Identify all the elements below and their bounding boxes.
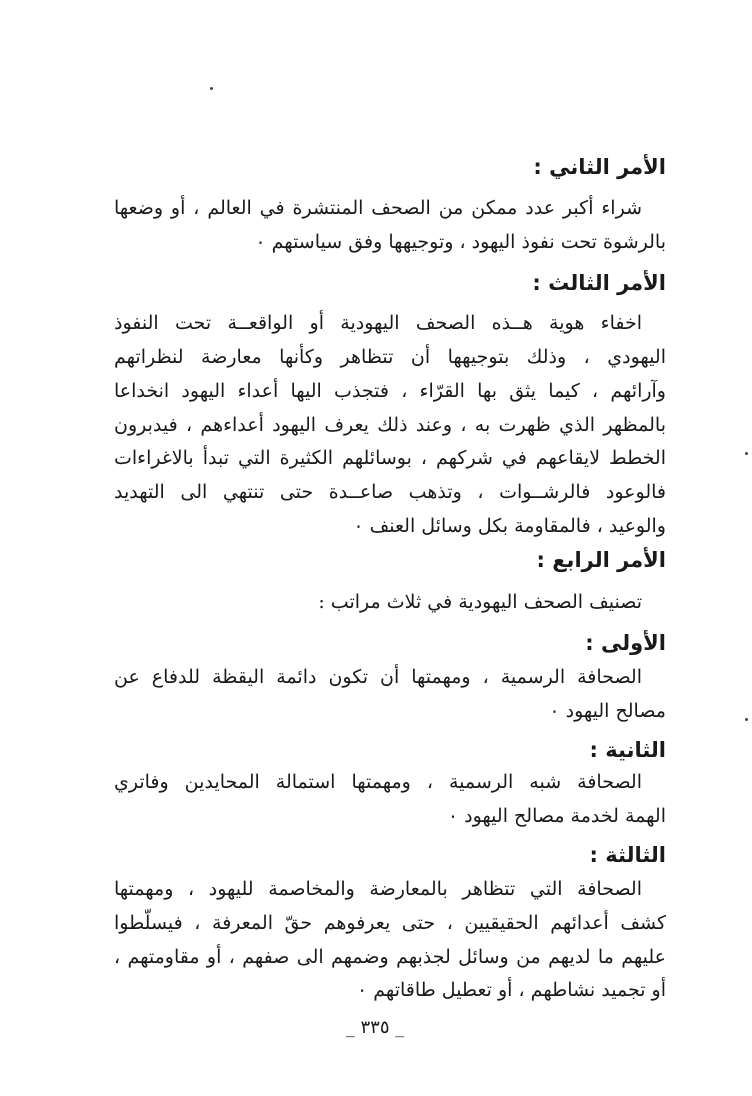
paragraph-line: اخفاء هوية هــذه الصحف اليهودية أو الواقعــة تحت النفوذ xyxy=(114,312,642,334)
paragraph-line: مصالح اليهود ٠ xyxy=(549,700,666,722)
paragraph-line: أو تجميد نشاطهم ، أو تعطيل طاقاتهم ٠ xyxy=(357,979,666,1001)
paragraph-line: فالوعود فالرشــوات ، وتذهب صاعــدة حتى تنتهي الى التهديد xyxy=(114,481,666,503)
section-heading-fourth-matter: الأمر الرابع : xyxy=(536,548,666,572)
paragraph-line: بالرشوة تحت نفوذ اليهود ، وتوجيهها وفق سياستهم ٠ xyxy=(255,231,666,253)
page-number: _ ٣٣٥ _ xyxy=(345,1017,405,1038)
paragraph-line: تصنيف الصحف اليهودية في ثلاث مراتب : xyxy=(318,591,642,613)
paragraph-line: بالمظهر الذي ظهرت به ، وعند ذلك يعرف اليهود أعداءهم ، فيدبرون xyxy=(114,414,666,436)
paragraph-line: والوعيد ، فالمقاومة بكل وسائل العنف ٠ xyxy=(353,515,666,537)
section-heading-second-matter: الأمر الثاني : xyxy=(533,155,666,179)
paragraph-line: الصحافة التي تتظاهر بالمعارضة والمخاصمة لليهود ، ومهمتها xyxy=(114,878,642,900)
paragraph-line: عليهم ما لديهم من وسائل لجذبهم وضمهم الى صفهم ، أو مقاومتهم ، xyxy=(114,946,666,968)
paragraph-line: الخطط لايقاعهم في شركهم ، بوسائلهم الكثيرة التي تبدأ بالاغراءات xyxy=(114,447,666,469)
paragraph-line: وآرائهم ، كيما يثق بها القرّاء ، فتجذب اليها أعداء اليهود انخداعا xyxy=(114,380,666,402)
paragraph-line: الصحافة الرسمية ، ومهمتها أن تكون دائمة اليقظة للدفاع عن xyxy=(114,666,642,688)
section-heading-third-rank: الثالثة : xyxy=(589,843,666,867)
paragraph-line: اليهودي ، وذلك بتوجيهها أن تتظاهر وكأنها معارضة لنظراتهم xyxy=(114,346,666,368)
paragraph-line: كشف أعدائهم الحقيقيين ، حتى يعرفوهم حقّ المعرفة ، فيسلّطوا xyxy=(114,912,666,934)
section-heading-second-rank: الثانية : xyxy=(589,738,666,762)
section-heading-first-rank: الأولى : xyxy=(585,631,666,655)
paragraph-line: الصحافة شبه الرسمية ، ومهمتها استمالة المحايدين وفاتري xyxy=(114,771,642,793)
scan-speck xyxy=(745,452,748,455)
scan-speck xyxy=(745,718,748,721)
scan-speck xyxy=(210,87,213,90)
paragraph-line: الهمة لخدمة مصالح اليهود ٠ xyxy=(447,805,666,827)
section-heading-third-matter: الأمر الثالث : xyxy=(532,271,666,295)
paragraph-line: شراء أكبر عدد ممكن من الصحف المنتشرة في العالم ، أو وضعها xyxy=(114,197,642,219)
